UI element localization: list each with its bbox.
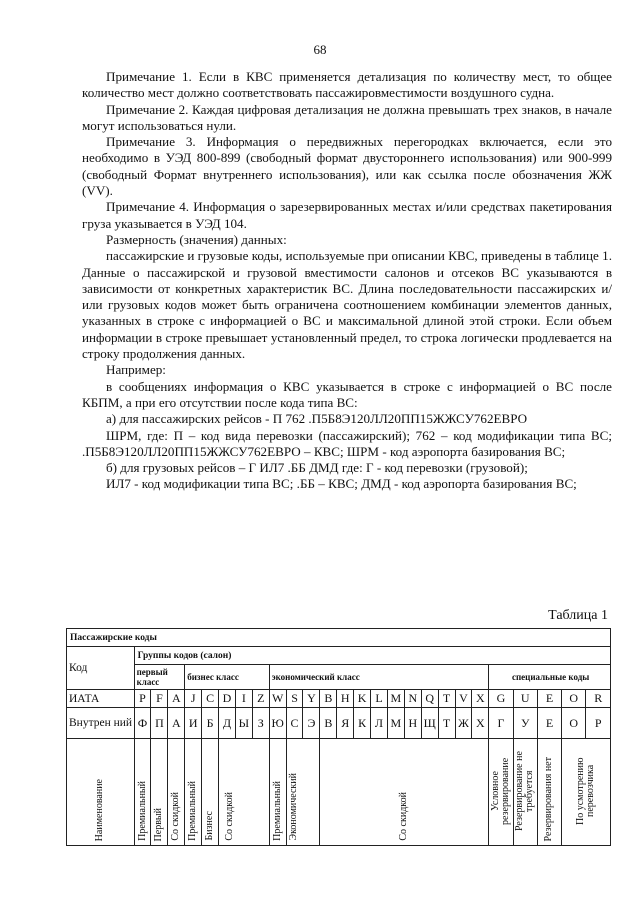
internal-code: Ф bbox=[134, 708, 151, 739]
row-names bbox=[67, 739, 611, 846]
iata-special-code: U bbox=[513, 690, 537, 708]
internal-code: З bbox=[252, 708, 269, 739]
iata-code: D bbox=[219, 690, 236, 708]
group-special: специальные коды bbox=[489, 665, 611, 690]
name-carrier-discretion: По усмотрению перевозчика bbox=[575, 757, 597, 825]
row-iata bbox=[67, 690, 611, 708]
iata-code: A bbox=[168, 690, 185, 708]
iata-special-code: E bbox=[537, 690, 561, 708]
iata-code: C bbox=[202, 690, 219, 708]
iata-code: F bbox=[151, 690, 168, 708]
table-caption: Таблица 1 bbox=[548, 608, 608, 623]
iata-code: N bbox=[404, 690, 421, 708]
names-label: Наименование bbox=[94, 778, 106, 841]
group-header: Группы кодов (салон) bbox=[134, 647, 610, 665]
internal-code: Н bbox=[404, 708, 421, 739]
iata-special-code: R bbox=[586, 690, 611, 708]
group-business: бизнес класс bbox=[185, 665, 269, 690]
internal-code: М bbox=[387, 708, 404, 739]
iata-code: P bbox=[134, 690, 151, 708]
internal-code: Х bbox=[472, 708, 489, 739]
name-cell bbox=[168, 739, 185, 846]
name-cell bbox=[202, 739, 219, 846]
internal-code: В bbox=[320, 708, 337, 739]
iata-code: L bbox=[371, 690, 388, 708]
example-passenger-explain: ШРМ, где: П – код вида перевозки (пассажирский); 762 – код модификации типа ВС; .П5Б8Э120ЛЛ20ПП15ЖЖСУ762ЕВРО – КВС; ШРМ - код аэропорта базирования ВС; bbox=[82, 427, 612, 459]
internal-code: Д bbox=[219, 708, 236, 739]
iata-code: T bbox=[438, 690, 455, 708]
name-cell bbox=[185, 739, 202, 846]
name-premium-economy: Премиальный bbox=[271, 781, 283, 841]
name-cell bbox=[219, 739, 270, 846]
names-label-cell bbox=[67, 739, 135, 846]
internal-code: И bbox=[185, 708, 202, 739]
internal-code: Ы bbox=[235, 708, 252, 739]
row-internal bbox=[67, 708, 611, 739]
internal-special-code: Р bbox=[586, 708, 611, 739]
example-passenger: а) для пассажирских рейсов - П 762 .П5Б8Э120ЛЛ20ПП15ЖЖСУ762ЕВРО bbox=[106, 411, 528, 427]
col-code-header: Код bbox=[67, 647, 135, 690]
example-intro: в сообщениях информация о КВС указывается в строке с информацией о ВС после КБПМ, а при его отсутствии после кода типа ВС: bbox=[82, 378, 612, 410]
internal-special-code: У bbox=[513, 708, 537, 739]
name-cell bbox=[269, 739, 286, 846]
group-first: первый класс bbox=[134, 665, 185, 690]
name-business: Бизнес bbox=[204, 811, 216, 841]
iata-code: M bbox=[387, 690, 404, 708]
internal-code: Щ bbox=[421, 708, 438, 739]
internal-code: Б bbox=[202, 708, 219, 739]
example-cargo-explain: ИЛ7 - код модификации типа ВС; .ББ – КВС; ДМД - код аэропорта базирования ВС; bbox=[106, 476, 577, 492]
name-discount-economy: Со скидкой bbox=[398, 792, 410, 841]
iata-special-code: O bbox=[562, 690, 586, 708]
internal-special-code: Г bbox=[489, 708, 513, 739]
iata-code: I bbox=[235, 690, 252, 708]
name-first: Первый bbox=[153, 807, 165, 841]
data-dimension-heading: Размерность (значения) данных: bbox=[106, 231, 287, 247]
example-heading: Например: bbox=[106, 362, 166, 378]
iata-code: W bbox=[269, 690, 286, 708]
name-conditional: Условное резервирование bbox=[489, 757, 511, 825]
name-cell bbox=[513, 739, 537, 846]
name-cell bbox=[489, 739, 513, 846]
iata-code: H bbox=[337, 690, 354, 708]
page-number: 68 bbox=[313, 42, 327, 57]
passenger-codes-table bbox=[66, 628, 611, 846]
document-body bbox=[82, 69, 612, 493]
table-title: Пассажирские коды bbox=[67, 629, 611, 647]
iata-code: Q bbox=[421, 690, 438, 708]
note-3: Примечание 3. Информация о передвижных перегородках включается, если это необходимо в УЭД 800-899 (свободный формат двустороннего использования) или 900-999 (свободный Формат внутреннего использования), или как ссылка после обозначения ЖЖ (VV). bbox=[82, 134, 612, 199]
iata-code: B bbox=[320, 690, 337, 708]
internal-code: Т bbox=[438, 708, 455, 739]
name-discount-first: Со скидкой bbox=[170, 792, 182, 841]
internal-code: С bbox=[286, 708, 303, 739]
name-res-not-required: Резервирование не требуется bbox=[514, 751, 536, 831]
name-cell bbox=[537, 739, 561, 846]
name-res-nei: Резервирования нет bbox=[543, 756, 555, 841]
iata-code: Y bbox=[303, 690, 320, 708]
name-discount-business: Со скидкой bbox=[224, 792, 236, 841]
name-premium-business: Премиальный bbox=[187, 781, 199, 841]
iata-code: Z bbox=[252, 690, 269, 708]
row-internal-label: Внутрен ний bbox=[67, 708, 135, 739]
example-cargo: б) для грузовых рейсов – Г ИЛ7 .ББ ДМД где: Г - код перевозки (грузовой); bbox=[106, 460, 528, 476]
name-cell bbox=[320, 739, 489, 846]
iata-code: V bbox=[455, 690, 472, 708]
name-economy: Экономический bbox=[287, 773, 299, 841]
note-4: Примечание 4. Информация о зарезервированных местах и/или средствах пакетирования груза указывается в УЭД 104. bbox=[82, 199, 612, 231]
iata-special-code: G bbox=[489, 690, 513, 708]
group-economy: экономический класс bbox=[269, 665, 489, 690]
iata-code: K bbox=[354, 690, 371, 708]
name-cell bbox=[286, 739, 320, 846]
internal-code: К bbox=[354, 708, 371, 739]
name-cell bbox=[134, 739, 151, 846]
row-iata-label: ИАТА bbox=[67, 690, 135, 708]
name-cell bbox=[151, 739, 168, 846]
internal-code: Я bbox=[337, 708, 354, 739]
internal-special-code: Е bbox=[537, 708, 561, 739]
internal-code: Ю bbox=[269, 708, 286, 739]
iata-code: X bbox=[472, 690, 489, 708]
internal-code: А bbox=[168, 708, 185, 739]
note-1: Примечание 1. Если в КВС применяется детализация по количеству мест, то общее количество мест должно соответствовать пассажировместимости воздушного судна. bbox=[82, 69, 612, 101]
internal-special-code: О bbox=[562, 708, 586, 739]
internal-code: Л bbox=[371, 708, 388, 739]
name-cell bbox=[562, 739, 611, 846]
note-2: Примечание 2. Каждая цифровая детализация не должна превышать трех знаков, в начале могут использоваться нули. bbox=[82, 101, 612, 133]
iata-code: S bbox=[286, 690, 303, 708]
data-dimension-text: пассажирские и грузовые коды, используемые при описании КВС, приведены в таблице 1. Данные о пассажирской и грузовой вместимости салонов и отсеков ВС указываются в зависимости от конкретных характеристик ВС. Длина последовательности пассажирских и/или грузовых кодов может быть ограничена соотношением комбинации элементов данных, указанных в строке с информацией о ВС и максимальной длиной этой строки. Если объем информации в строке превышает установленный предел, то строка логически продлевается на строку продолжения данных. bbox=[82, 248, 612, 362]
internal-code: Э bbox=[303, 708, 320, 739]
name-premium-first: Премиальный bbox=[136, 781, 148, 841]
internal-code: П bbox=[151, 708, 168, 739]
internal-code: Ж bbox=[455, 708, 472, 739]
iata-code: J bbox=[185, 690, 202, 708]
